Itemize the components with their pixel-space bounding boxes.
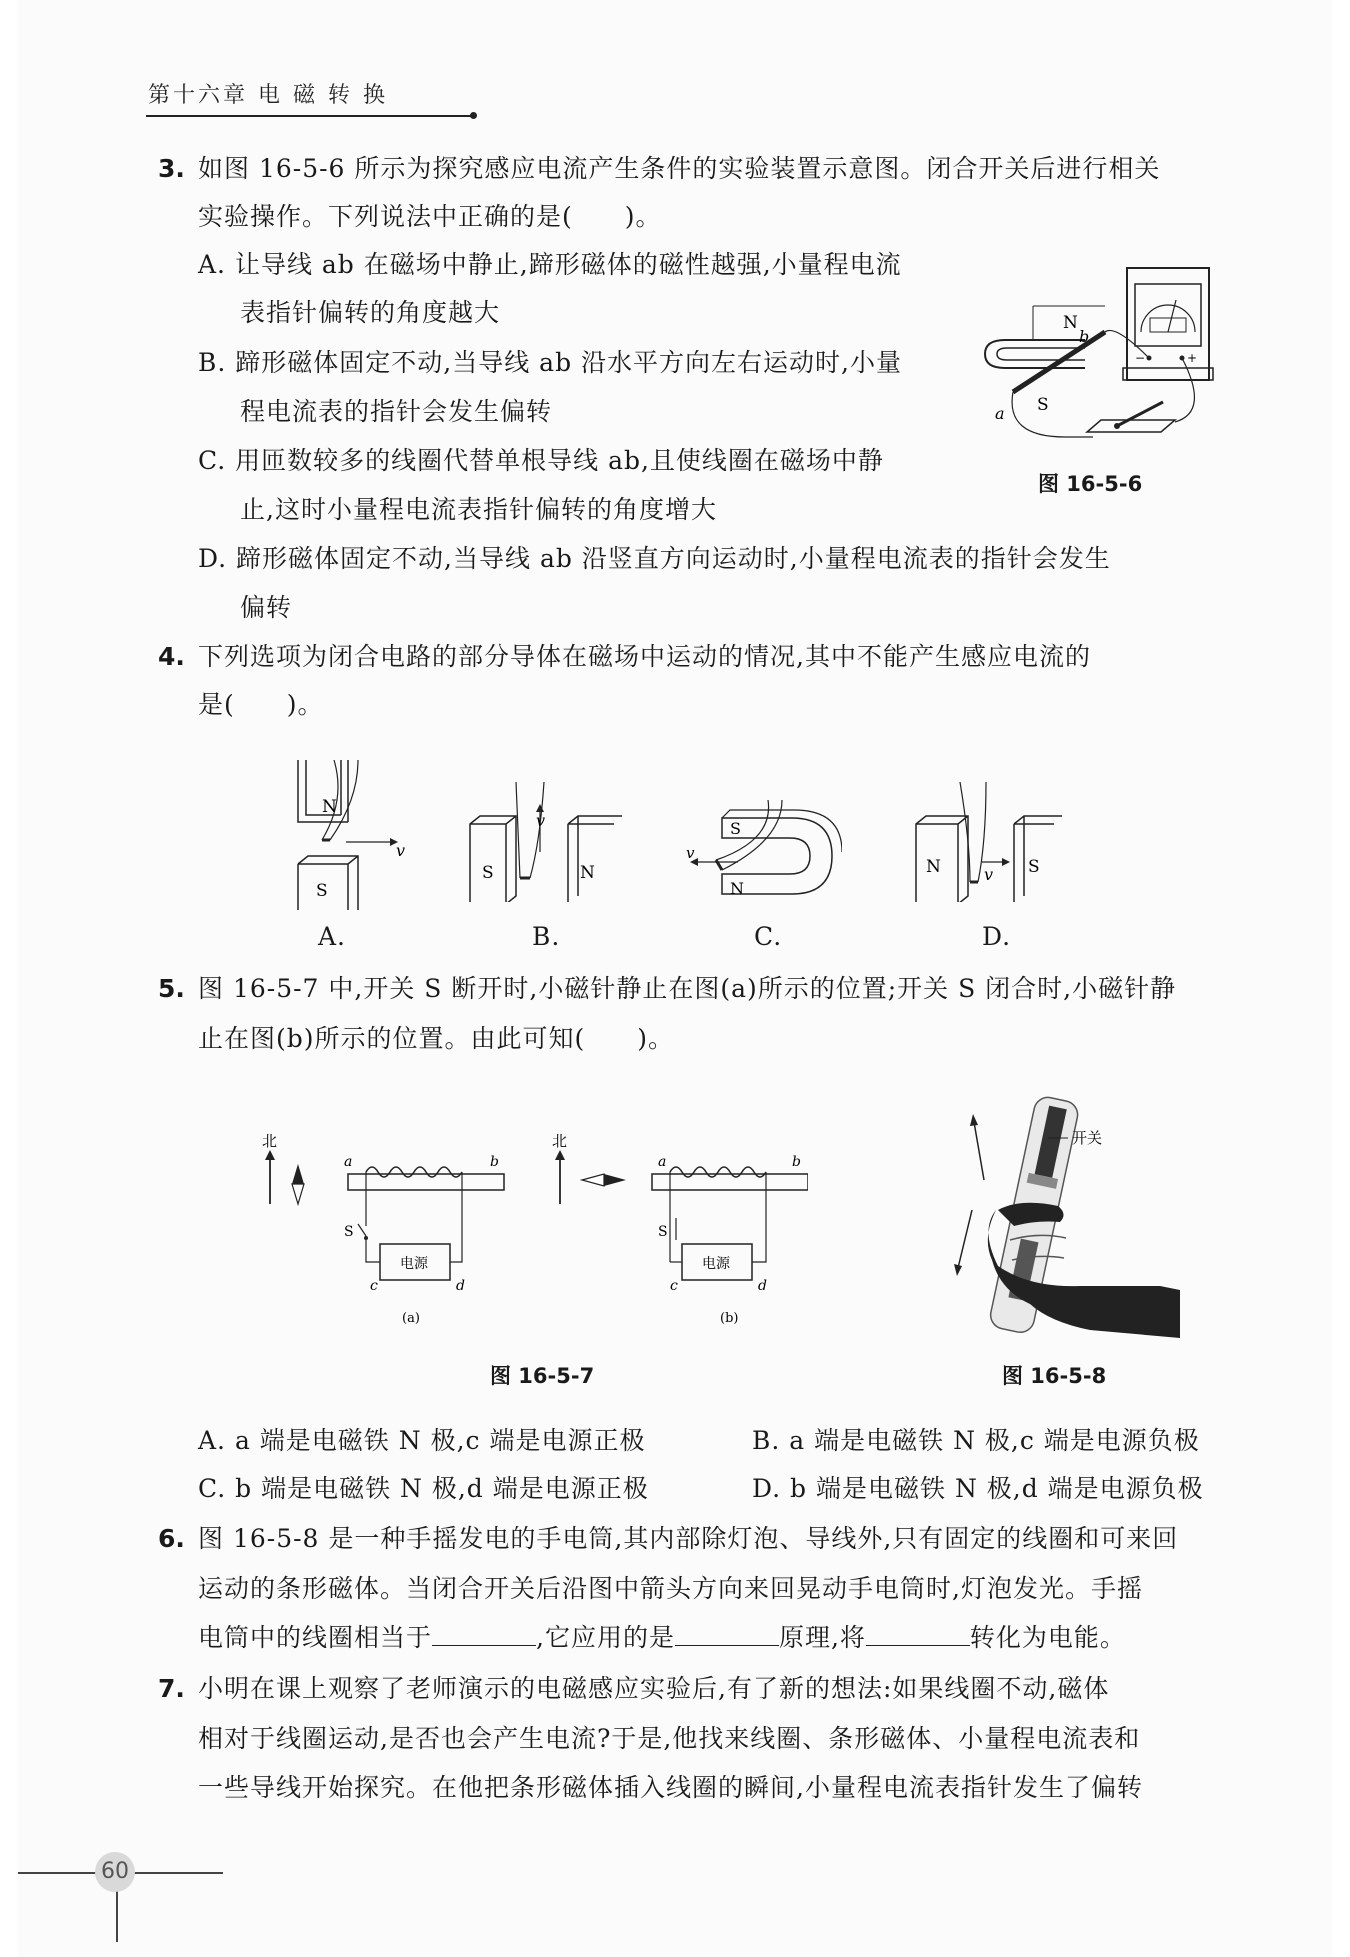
q4-option-d-label[interactable]: D.: [982, 922, 1012, 951]
q5-line1: 图 16-5-7 中,开关 S 断开时,小磁针静止在图(a)所示的位置;开关 S 闭合时,小磁针静: [198, 974, 1177, 1003]
q4a-label-n: N: [322, 797, 337, 817]
q4-number: 4.: [158, 642, 185, 671]
q3-option-b-line2: 程电流表的指针会发生偏转: [240, 397, 553, 426]
figure-16-5-7-a: [256, 1130, 516, 1330]
q6-blank-3[interactable]: [866, 1621, 970, 1646]
q6-line3-part4: 转化为电能。: [969, 1623, 1126, 1652]
fig7b-b: b: [792, 1154, 801, 1170]
figure-16-5-8-caption: 图 16-5-8: [1002, 1364, 1107, 1388]
q4-option-d-diagram[interactable]: [910, 782, 1070, 902]
q7-number: 7.: [158, 1674, 185, 1703]
q3-option-c-line2: 止,这时小量程电流表指针偏转的角度增大: [240, 495, 717, 524]
q4-option-a-diagram[interactable]: [286, 760, 426, 910]
q7-line3: 一些导线开始探究。在他把条形磁体插入线圈的瞬间,小量程电流表指针发生了偏转: [198, 1773, 1143, 1802]
q3-option-d-line1: D. 蹄形磁体固定不动,当导线 ab 沿竖直方向运动时,小量程电流表的指针会发生: [198, 544, 1111, 573]
q4d-label-s: S: [1028, 857, 1040, 877]
fig7a-power: 电源: [400, 1256, 428, 1272]
q6-blank-1[interactable]: [432, 1621, 536, 1646]
fig7a-s: S: [344, 1224, 354, 1240]
q3-option-c-line1: C. 用匝数较多的线圈代替单根导线 ab,且使线圈在磁场中静: [198, 446, 884, 475]
q5-option-c: C. b 端是电磁铁 N 极,d 端是电源正极: [198, 1474, 649, 1503]
figure-16-5-7-b: [548, 1130, 808, 1330]
q4-line2: 是( )。: [198, 690, 324, 719]
q4-option-b-diagram[interactable]: [466, 782, 626, 902]
fig7b-sub: (b): [720, 1311, 739, 1326]
fig6-label-b: b: [1079, 327, 1090, 346]
q6-number: 6.: [158, 1524, 185, 1553]
q3-option-b-line1: B. 蹄形磁体固定不动,当导线 ab 沿水平方向左右运动时,小量: [198, 348, 902, 377]
svg-text:−: −: [1135, 351, 1146, 365]
q4c-label-v: v: [686, 844, 695, 862]
q6-line2: 运动的条形磁体。当闭合开关后沿图中箭头方向来回晃动手电筒时,灯泡发光。手摇: [198, 1574, 1143, 1603]
fig7b-power: 电源: [702, 1256, 730, 1272]
fig6-label-a: a: [995, 404, 1005, 423]
chapter-header: 第十六章 电 磁 转 换: [148, 83, 388, 108]
q4c-label-n: N: [730, 879, 744, 898]
fig7b-s: S: [658, 1224, 668, 1240]
q7-line2: 相对于线圈运动,是否也会产生电流?于是,他找来线圈、条形磁体、小量程电流表和: [198, 1724, 1141, 1753]
q5-option-d: D. b 端是电磁铁 N 极,d 端是电源负极: [752, 1474, 1204, 1503]
q3-line1: 如图 16-5-6 所示为探究感应电流产生条件的实验装置示意图。闭合开关后进行相关: [198, 154, 1161, 183]
fig6-label-s: S: [1037, 395, 1049, 415]
q4-option-c-label[interactable]: C.: [754, 922, 783, 951]
fig7b-c: c: [670, 1278, 678, 1294]
fig8-switch-label: 开关: [1072, 1129, 1103, 1147]
q6-line3-part1: 电筒中的线圈相当于: [198, 1623, 433, 1652]
q6-line1: 图 16-5-8 是一种手摇发电的手电筒,其内部除灯泡、导线外,只有固定的线圈和可来回: [198, 1524, 1179, 1553]
q3-option-a-line2: 表指针偏转的角度越大: [240, 298, 501, 327]
q4-line1: 下列选项为闭合电路的部分导体在磁场中运动的情况,其中不能产生感应电流的: [198, 642, 1091, 671]
q4c-label-s: S: [730, 819, 741, 838]
fig7b-a: a: [658, 1154, 667, 1170]
fig6-label-n: N: [1063, 313, 1078, 333]
q5-line2: 止在图(b)所示的位置。由此可知( )。: [198, 1024, 675, 1053]
q6-line3-part2: ,它应用的是: [536, 1623, 675, 1652]
q6-line3: [198, 1621, 1126, 1655]
fig7a-north: 北: [262, 1132, 278, 1150]
fig7a-b: b: [490, 1154, 499, 1170]
figure-16-5-7-caption: 图 16-5-7: [490, 1364, 595, 1388]
q4-option-c-diagram[interactable]: [682, 800, 842, 910]
q4b-label-v: v: [536, 811, 546, 830]
fig7a-a: a: [344, 1154, 353, 1170]
q4d-label-n: N: [926, 857, 941, 877]
q4a-label-v: v: [396, 841, 406, 860]
figure-16-5-6-caption: 图 16-5-6: [1038, 472, 1143, 496]
q3-line2: 实验操作。下列说法中正确的是( )。: [198, 202, 662, 231]
figure-16-5-8: [940, 1090, 1180, 1340]
q3-option-d-line2: 偏转: [240, 593, 293, 622]
figure-16-5-6: [975, 262, 1225, 452]
q4d-label-v: v: [984, 865, 994, 884]
q4-option-a-label[interactable]: A.: [318, 922, 347, 951]
q4-option-b-label[interactable]: B.: [532, 922, 561, 951]
fig7b-d: d: [758, 1278, 767, 1294]
fig7a-d: d: [456, 1278, 465, 1294]
header-dot: [470, 112, 477, 119]
svg-text:+: +: [1187, 351, 1198, 365]
q3-number: 3.: [158, 154, 185, 183]
q5-option-b: B. a 端是电磁铁 N 极,c 端是电源负极: [752, 1426, 1200, 1455]
q5-option-a: A. a 端是电磁铁 N 极,c 端是电源正极: [198, 1426, 646, 1455]
fig7a-sub: (a): [402, 1311, 420, 1326]
page-number: 60: [95, 1852, 135, 1892]
q6-line3-part3: 原理,将: [778, 1623, 866, 1652]
q5-number: 5.: [158, 974, 185, 1003]
q7-line1: 小明在课上观察了老师演示的电磁感应实验后,有了新的想法:如果线圈不动,磁体: [198, 1674, 1110, 1703]
q3-option-a-line1: A. 让导线 ab 在磁场中静止,蹄形磁体的磁性越强,小量程电流: [198, 250, 902, 279]
header-rule: [146, 115, 474, 117]
fig7a-c: c: [370, 1278, 378, 1294]
fig7b-north: 北: [552, 1132, 568, 1150]
q4a-label-s: S: [316, 881, 328, 901]
q4b-label-s: S: [482, 863, 494, 883]
q4b-label-n: N: [580, 863, 595, 883]
q6-blank-2[interactable]: [675, 1621, 779, 1646]
